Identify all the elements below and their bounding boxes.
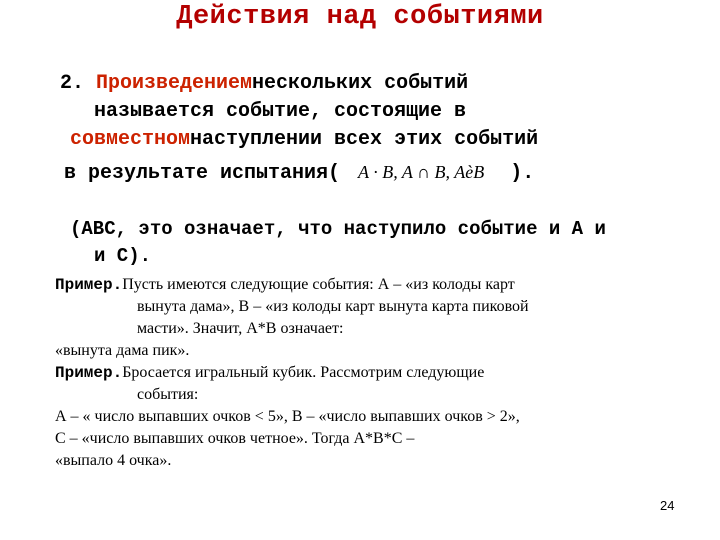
abc-note-line-1: (АВС, это означает, что наступило событие и А и — [70, 218, 606, 240]
definition-text-4: в результате испытания( — [64, 162, 341, 185]
definition-text-1: нескольких событий — [252, 72, 469, 95]
slide-title: Действия над событиями — [176, 2, 544, 32]
example-1-line-1 — [55, 275, 515, 295]
definition-line-1 — [60, 70, 468, 98]
example-1-label: Пример. — [55, 276, 123, 294]
example-2-line-4: С – «число выпавших очков четное». Тогда А*В*С – — [55, 430, 415, 447]
example-2-line-2: события: — [137, 386, 199, 403]
example-2-line-3: А – « число выпавших очков < 5», В – «число выпавших очков > 2», — [55, 408, 520, 425]
example-2-text-1: Бросается игральный кубик. Рассмотрим следующие — [122, 364, 485, 381]
example-1-line-3: масти». Значит, А*В означает: — [137, 320, 344, 337]
example-2-line-5: «выпало 4 очка». — [55, 452, 172, 469]
definition-text-3: наступлении всех этих событий — [190, 128, 539, 151]
definition-line-4 — [64, 158, 534, 188]
definition-line-3 — [70, 126, 538, 154]
formula: A · B, A ∩ B, AèB — [358, 162, 485, 182]
definition-text-4-end: ). — [510, 162, 535, 185]
term-product: Произведением — [96, 72, 253, 95]
term-joint: совместном — [70, 128, 191, 151]
definition-number: 2. — [60, 72, 97, 95]
definition-line-2: называется событие, состоящие в — [94, 100, 467, 123]
example-2-label: Пример. — [55, 364, 123, 382]
abc-note-line-2: и С). — [94, 245, 152, 267]
example-2-line-1 — [55, 363, 484, 383]
example-1-line-2: вынута дама», В – «из колоды карт вынута карта пиковой — [137, 298, 529, 315]
example-1-line-4: «вынута дама пик». — [55, 342, 190, 359]
page-number: 24 — [660, 498, 675, 513]
example-1-text-1: Пусть имеются следующие события: А – «из колоды карт — [122, 276, 515, 293]
